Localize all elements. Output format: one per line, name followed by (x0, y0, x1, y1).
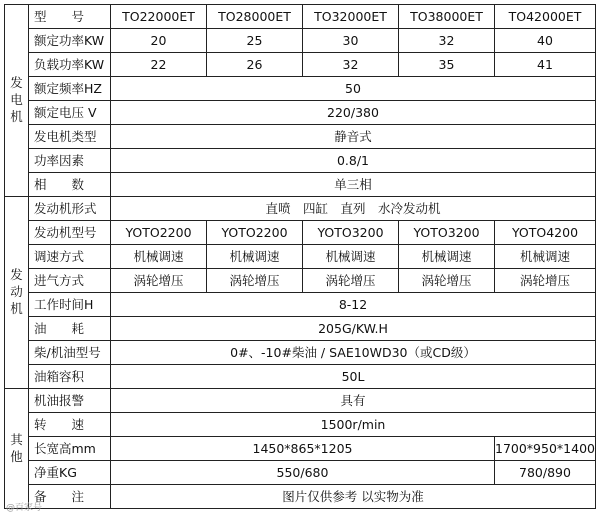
table-row-tank-capacity (5, 365, 596, 389)
value-cell: 205G/KW.H (111, 317, 596, 341)
value-cell: 550/680 (111, 461, 495, 485)
model-cell: TO28000ET (207, 5, 303, 29)
spec-sheet (4, 4, 595, 518)
table-row-oil-model (5, 341, 596, 365)
row-label: 型 号 (29, 5, 111, 29)
value-cell: YOTO2200 (111, 221, 207, 245)
value-cell: YOTO3200 (303, 221, 399, 245)
row-label: 柴/机油型号 (29, 341, 111, 365)
value-cell: 50L (111, 365, 596, 389)
row-label: 长宽高mm (29, 437, 111, 461)
value-cell: 机械调速 (207, 245, 303, 269)
model-cell: TO38000ET (399, 5, 495, 29)
table-row-rated-voltage (5, 101, 596, 125)
value-cell: YOTO2200 (207, 221, 303, 245)
value-cell: 50 (111, 77, 596, 101)
row-label: 发电机类型 (29, 125, 111, 149)
table-row-rated-power (5, 29, 596, 53)
table-row-oil-alarm (5, 389, 596, 413)
row-label: 进气方式 (29, 269, 111, 293)
table-row-intake (5, 269, 596, 293)
value-cell: 机械调速 (111, 245, 207, 269)
section-label-engine: 发 动 机 (5, 197, 29, 389)
table-row-rotation-speed (5, 413, 596, 437)
row-label: 油箱容积 (29, 365, 111, 389)
value-cell: 1450*865*1205 (111, 437, 495, 461)
value-cell: 0.8/1 (111, 149, 596, 173)
generator-spec-table (4, 4, 596, 509)
table-row-generator-type (5, 125, 596, 149)
value-cell: 直喷 四缸 直列 水冷发动机 (111, 197, 596, 221)
value-cell: 22 (111, 53, 207, 77)
row-label: 工作时间H (29, 293, 111, 317)
row-label: 净重KG (29, 461, 111, 485)
value-cell: 780/890 (495, 461, 596, 485)
value-cell: 具有 (111, 389, 596, 413)
value-cell: 涡轮增压 (207, 269, 303, 293)
model-cell: TO32000ET (303, 5, 399, 29)
row-label: 额定功率KW (29, 29, 111, 53)
row-label: 相 数 (29, 173, 111, 197)
row-label: 负载功率KW (29, 53, 111, 77)
row-label: 功率因素 (29, 149, 111, 173)
value-cell: 机械调速 (399, 245, 495, 269)
table-row-speed-control (5, 245, 596, 269)
value-cell: 1700*950*1400 (495, 437, 596, 461)
table-row-rated-frequency (5, 77, 596, 101)
value-cell: 涡轮增压 (303, 269, 399, 293)
value-cell: 32 (303, 53, 399, 77)
value-cell: 32 (399, 29, 495, 53)
table-row-load-power (5, 53, 596, 77)
row-label: 油 耗 (29, 317, 111, 341)
table-row-engine-form (5, 197, 596, 221)
value-cell: 1500r/min (111, 413, 596, 437)
value-cell: 41 (495, 53, 596, 77)
row-label: 发动机型号 (29, 221, 111, 245)
row-label: 发动机形式 (29, 197, 111, 221)
table-row-working-time (5, 293, 596, 317)
watermark: @百家号 (6, 503, 43, 513)
value-cell: YOTO3200 (399, 221, 495, 245)
table-row-power-factor (5, 149, 596, 173)
value-cell: 静音式 (111, 125, 596, 149)
row-label: 调速方式 (29, 245, 111, 269)
table-row-remark (5, 485, 596, 509)
value-cell: 机械调速 (303, 245, 399, 269)
value-cell: 220/380 (111, 101, 596, 125)
table-row-phase (5, 173, 596, 197)
row-label: 额定频率HZ (29, 77, 111, 101)
row-label: 额定电压 V (29, 101, 111, 125)
value-cell: 涡轮增压 (399, 269, 495, 293)
row-label: 备 注 (29, 485, 111, 509)
table-row-fuel-consumption (5, 317, 596, 341)
value-cell: 40 (495, 29, 596, 53)
model-cell: TO22000ET (111, 5, 207, 29)
table-row-net-weight (5, 461, 596, 485)
row-label: 转 速 (29, 413, 111, 437)
section-label-generator: 发 电 机 (5, 5, 29, 197)
value-cell: 30 (303, 29, 399, 53)
value-cell: YOTO4200 (495, 221, 596, 245)
table-row-engine-model (5, 221, 596, 245)
table-row-dimensions (5, 437, 596, 461)
value-cell: 图片仅供参考 以实物为准 (111, 485, 596, 509)
value-cell: 涡轮增压 (495, 269, 596, 293)
value-cell: 0#、-10#柴油 / SAE10WD30（或CD级） (111, 341, 596, 365)
row-label: 机油报警 (29, 389, 111, 413)
value-cell: 机械调速 (495, 245, 596, 269)
value-cell: 20 (111, 29, 207, 53)
value-cell: 单三相 (111, 173, 596, 197)
value-cell: 涡轮增压 (111, 269, 207, 293)
value-cell: 25 (207, 29, 303, 53)
section-label-other: 其 他 (5, 389, 29, 509)
value-cell: 8-12 (111, 293, 596, 317)
value-cell: 35 (399, 53, 495, 77)
table-row-model (5, 5, 596, 29)
model-cell: TO42000ET (495, 5, 596, 29)
value-cell: 26 (207, 53, 303, 77)
